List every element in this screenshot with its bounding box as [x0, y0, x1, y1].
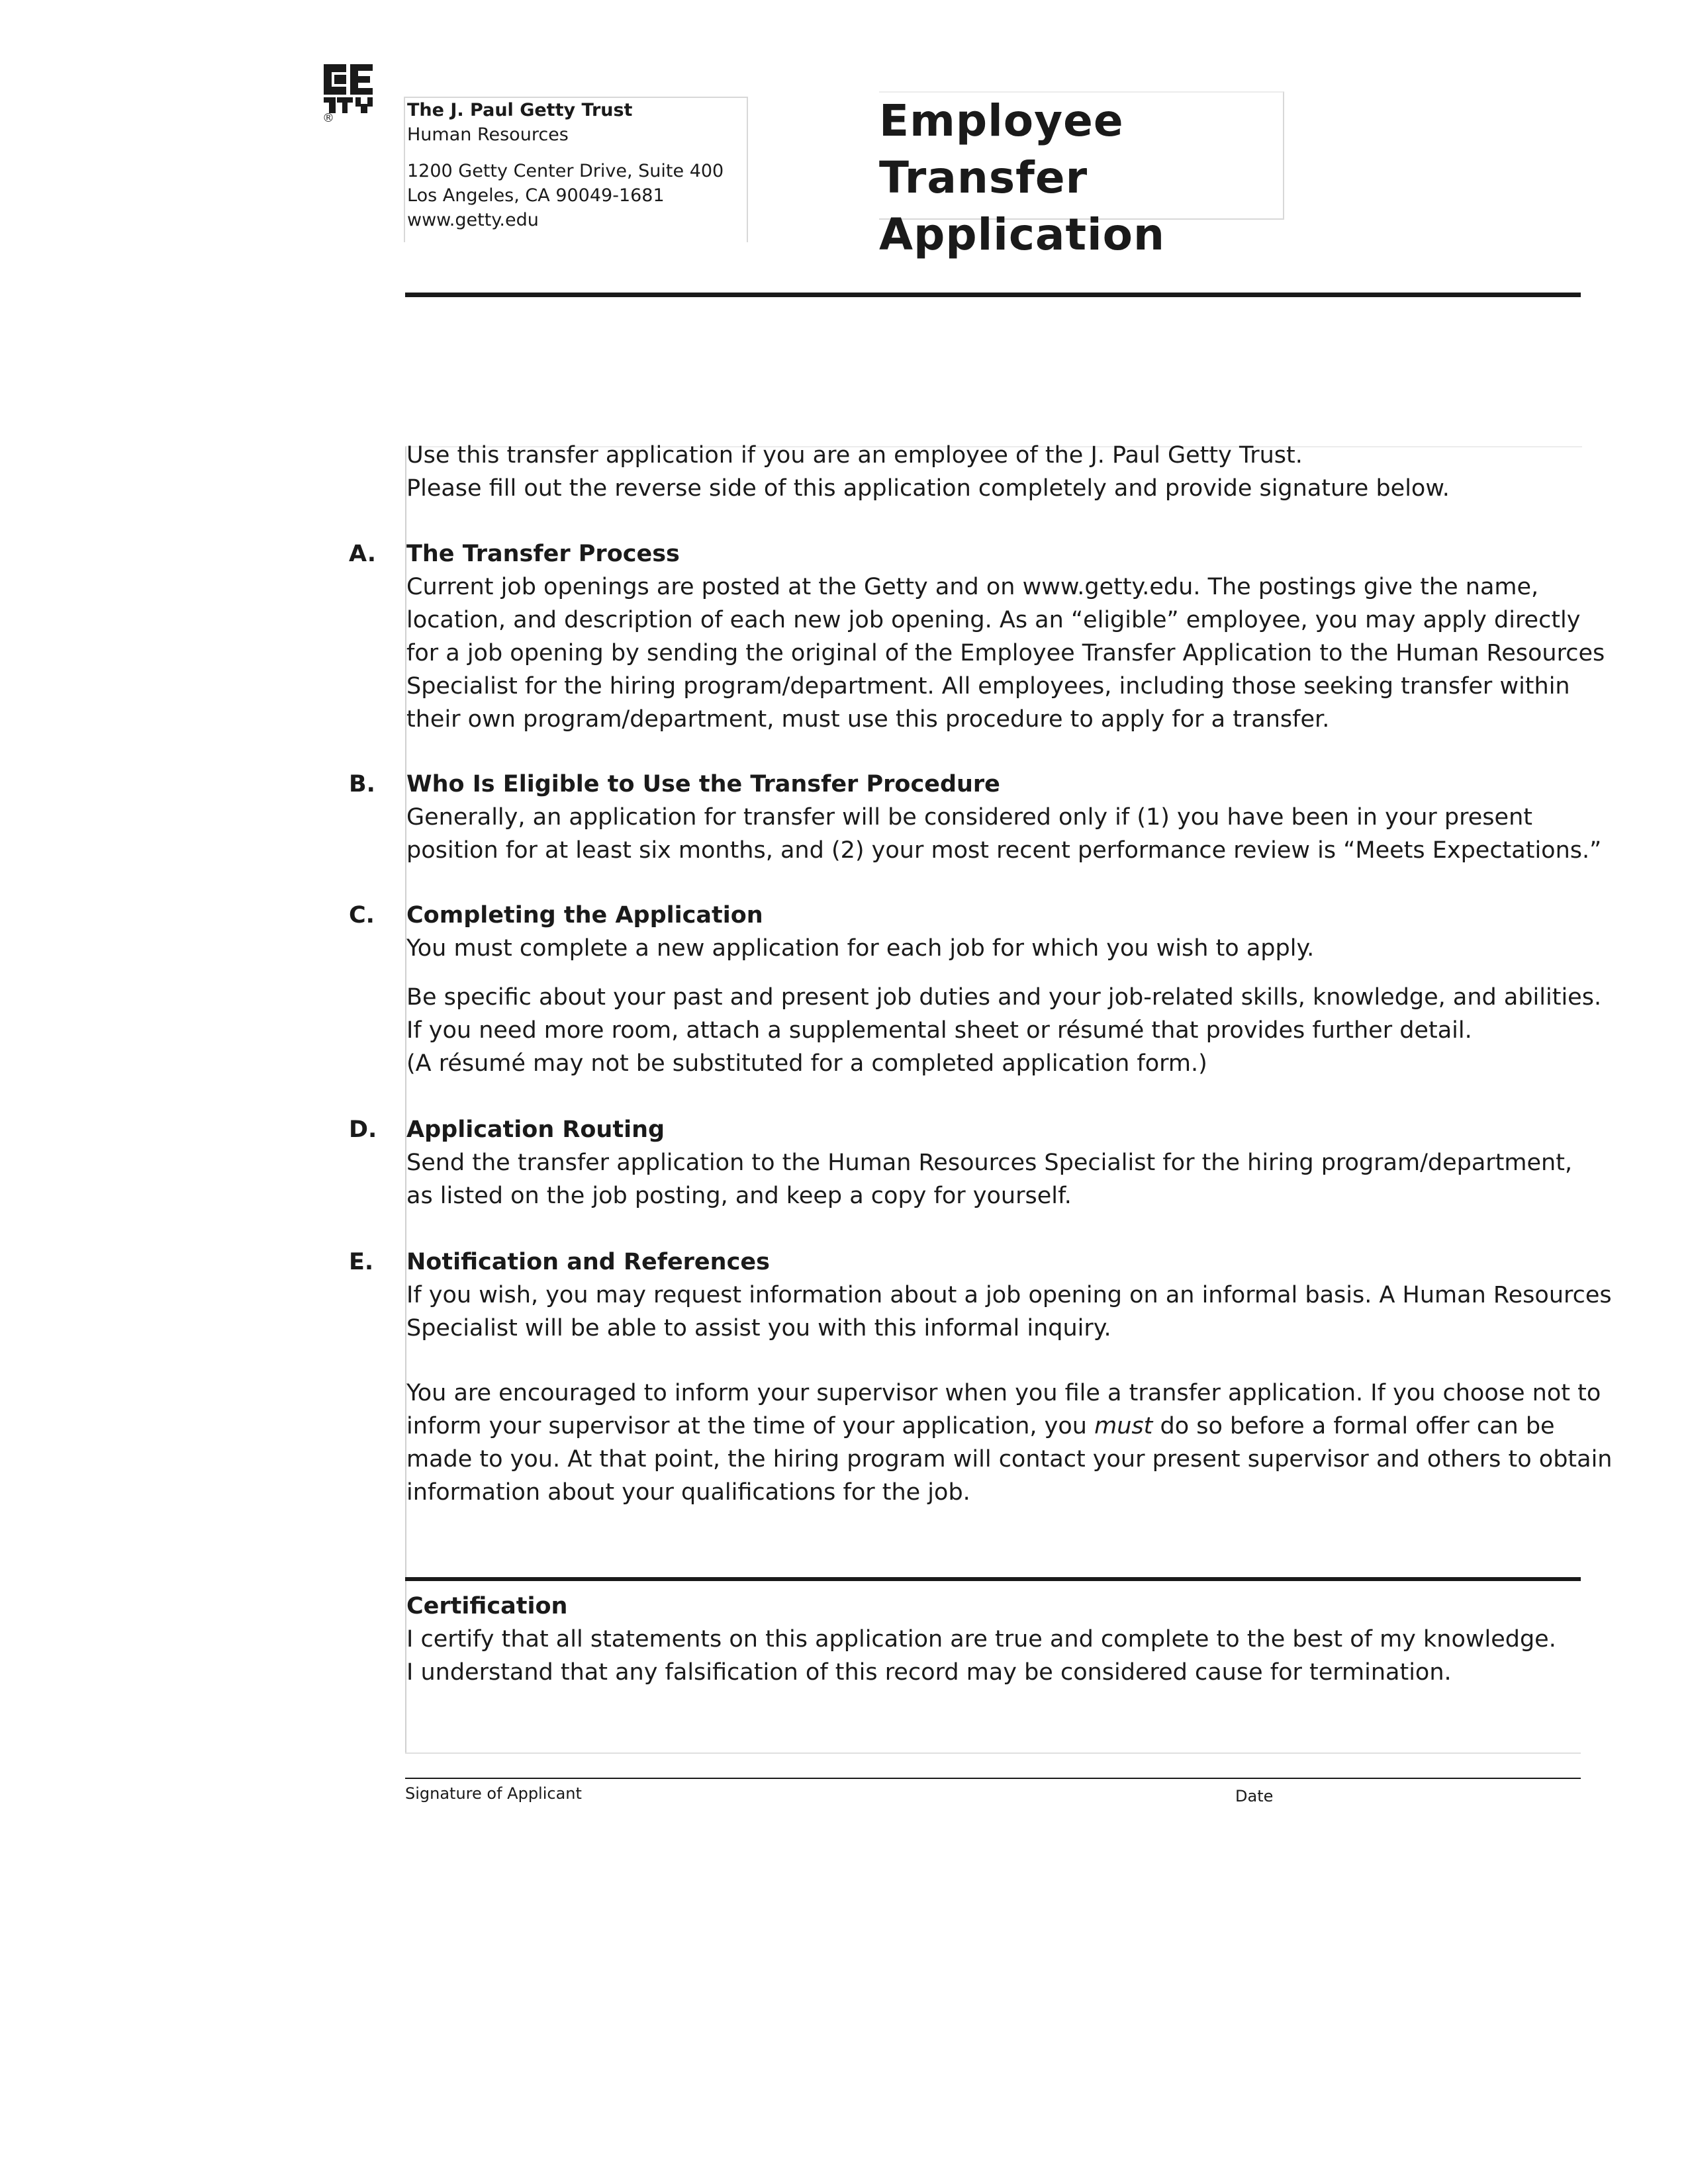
section-e-text: inform your supervisor at the time of your application, you [406, 1413, 1095, 1439]
date-label: Date [1235, 1787, 1274, 1805]
section-c-line: If you need more room, attach a supplemental sheet or résumé that provides further detail. [406, 1017, 1472, 1044]
address-line-2: Los Angeles, CA 90049-1681 [407, 185, 665, 206]
section-a-line: for a job opening by sending the original of the Employee Transfer Application to the Human Resources [406, 640, 1605, 666]
signature-line[interactable] [405, 1778, 1581, 1779]
getty-logo-icon [322, 63, 374, 114]
section-b-line: Generally, an application for transfer will be considered only if (1) you have been in your present [406, 804, 1532, 831]
title-line-2: Application [879, 209, 1165, 260]
section-e-line: made to you. At that point, the hiring program will contact your present supervisor and others to obtain [406, 1446, 1613, 1473]
certification-bottom-divider [405, 1752, 1581, 1754]
certification-divider [405, 1577, 1581, 1581]
intro-line-1: Use this transfer application if you are an employee of the J. Paul Getty Trust. [406, 442, 1303, 469]
section-c-letter: C. [349, 902, 375, 929]
signature-label: Signature of Applicant [405, 1784, 582, 1803]
address-line-1: 1200 Getty Center Drive, Suite 400 [407, 161, 724, 181]
certification-heading: Certification [406, 1593, 568, 1619]
section-e-text: do so before a formal offer can be [1152, 1413, 1555, 1439]
section-a-line: location, and description of each new job opening. As an “eligible” employee, you may apply directly [406, 607, 1581, 633]
website-text: www.getty.edu [407, 210, 539, 230]
section-a-line: Current job openings are posted at the Getty and on www.getty.edu. The postings give the name, [406, 574, 1539, 600]
address-block [404, 97, 748, 242]
section-e-heading: Notification and References [406, 1249, 770, 1275]
section-b-heading: Who Is Eligible to Use the Transfer Procedure [406, 771, 1000, 797]
section-a-letter: A. [349, 541, 377, 567]
section-e-letter: E. [349, 1249, 374, 1275]
registered-mark: ® [322, 111, 334, 125]
section-d-line: Send the transfer application to the Human Resources Specialist for the hiring program/department, [406, 1150, 1573, 1176]
page-title [879, 91, 1284, 260]
section-d-letter: D. [349, 1116, 377, 1143]
section-b-line: position for at least six months, and (2) your most recent performance review is “Meets Expectations.” [406, 837, 1602, 864]
section-e-line: information about your qualifications for the job. [406, 1479, 970, 1506]
section-e-line: You are encouraged to inform your supervisor when you file a transfer application. If you choose not to [406, 1380, 1601, 1406]
section-b-letter: B. [349, 771, 375, 797]
section-d-line: as listed on the job posting, and keep a copy for yourself. [406, 1183, 1072, 1209]
section-a-line: their own program/department, must use this procedure to apply for a transfer. [406, 706, 1330, 733]
org-name: The J. Paul Getty Trust [407, 100, 633, 120]
section-e-line [406, 1410, 1555, 1443]
certification-line: I understand that any falsification of this record may be considered cause for termination. [406, 1659, 1452, 1686]
section-c-line: (A résumé may not be substituted for a completed application form.) [406, 1050, 1207, 1077]
department-name: Human Resources [407, 124, 569, 145]
section-c-line: You must complete a new application for each job for which you wish to apply. [406, 935, 1315, 962]
section-d-heading: Application Routing [406, 1116, 665, 1143]
intro-line-2: Please fill out the reverse side of this application completely and provide signature below. [406, 475, 1450, 502]
section-a-line: Specialist for the hiring program/department. All employees, including those seeking transfer within [406, 673, 1570, 700]
section-c-heading: Completing the Application [406, 902, 763, 929]
section-e-line: If you wish, you may request information about a job opening on an informal basis. A Human Resources [406, 1282, 1612, 1308]
emphasis-must: must [1094, 1413, 1153, 1439]
section-a-heading: The Transfer Process [406, 541, 680, 567]
header-divider [405, 293, 1581, 297]
certification-line: I certify that all statements on this application are true and complete to the best of my knowledge. [406, 1626, 1556, 1653]
title-line-1: Employee Transfer [879, 95, 1124, 203]
section-e-line: Specialist will be able to assist you with this informal inquiry. [406, 1315, 1111, 1342]
section-c-line: Be specific about your past and present job duties and your job-related skills, knowledge, and abilities. [406, 984, 1602, 1011]
